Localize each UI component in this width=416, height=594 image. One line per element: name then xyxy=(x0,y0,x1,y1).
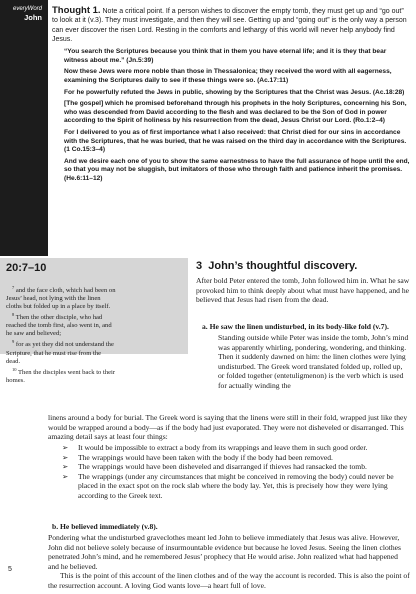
scripture-quote: For I delivered to you as of first importance what I also received: that Christ died for our sins in accordance with the Scriptures, that he was buried, that he was raised on the third day in accordance with the Scriptures. (1 Co.15:3–4) xyxy=(64,128,407,154)
arrow-icon: ➢ xyxy=(62,443,69,452)
scripture-verses xyxy=(6,284,116,385)
evidence-list xyxy=(62,443,410,501)
margin-bar xyxy=(0,0,48,256)
thought-text: Note a critical point. If a person wishes to discover the empty tomb, they must get up and “go out” to look at it (v.3). They must investigate, and then they will see. Getting up and “going out” is the only way a person can ever discover the risen Lord. Resting in the comforts and lethargy of this world will never help anybody find Jesus. xyxy=(52,8,407,43)
verse xyxy=(6,284,116,311)
verse-text: Then the other disciple, who had reached the tomb first, also went in, and he saw and believed; xyxy=(6,314,112,338)
scripture-quote: And we desire each one of you to show the same earnestness to have the full assurance of hope until the end, so that you may not be sluggish, but imitators of those who through faith and patience inherit the promises. (He.6:11–12) xyxy=(64,157,410,182)
arrow-icon: ➢ xyxy=(62,452,69,462)
point-a-text-continued: linens around a body for burial. The Greek word is saying that the linens were still in their fold, wrapped just like they would be wrapped around a body—as if the body had just evaporated. They were not disheveled or disarranged. This amazing detail says at least four things: xyxy=(48,413,408,442)
scripture-quote: For he powerfully refuted the Jews in public, showing by the Scriptures that the Christ was Jesus. (Ac.18:28) xyxy=(64,88,405,96)
list-item: ➢ The wrappings would have been taken with the body if the body had been removed. xyxy=(62,452,333,462)
arrow-icon: ➢ xyxy=(62,471,69,481)
point-a-text: Standing outside while Peter was inside the tomb, John’s mind was apparently whirling, pondering, wondering, and thinking. Then it suddenly dawned on him: the linen clothes were lying undisturbed. The Greek word translated folded up, rolled up, or folded together (entetuligmenon) is the verb which is used for actually winding the xyxy=(218,333,409,390)
thought-intro xyxy=(52,6,410,44)
verse-text: for as yet they did not understand the Scripture, that he must rise from the dead. xyxy=(6,341,114,365)
page-number: 5 xyxy=(8,566,12,573)
point-b-heading: b. He believed immediately (v.8). xyxy=(52,522,158,531)
series-name: everyWord xyxy=(12,6,42,12)
scripture-quote: “You search the Scriptures because you think that in them you have eternal life; and it is they that bear witness about me.” (Jn.5:39) xyxy=(64,48,387,64)
list-item: ➢ It would be impossible to extract a body from its wrappings and leave them in such good order. xyxy=(62,443,368,452)
verse-number: 9 xyxy=(12,339,15,345)
verse-text: and the face cloth, which had been on Jesus’ head, not lying with the linen cloths but folded up in a place by itself. xyxy=(6,287,116,311)
running-head xyxy=(13,6,42,22)
verse-number: 8 xyxy=(12,312,15,318)
list-item: ➢ The wrappings would have been disheveled and disarranged if thieves had ransacked the tomb. xyxy=(62,462,367,472)
section-number: 3 xyxy=(196,260,203,272)
arrow-icon: ➢ xyxy=(62,462,69,472)
point-b-text: Pondering what the undisturbed graveclothes meant led John to believe immediately that Jesus was alive. However, John did not believe solely because of insurmountable evidence but because he loved Jesus. Seeing the linen clothes penetrated John’s mind, and he remembered Jesus’ prophecy that He would arise. John realized what had happened and he believed. This is the point of this account of the linen clothes and of the way the account is recorded. This is also the point of the resurrection account. A loving God wants love—a heart full of love. xyxy=(48,533,410,590)
section-intro: After bold Peter entered the tomb, John followed him in. What he saw provoked him to think deeply about what must have happened, and he believed that Jesus had risen from the dead. xyxy=(196,276,410,305)
scripture-reference: 20:7–10 xyxy=(6,262,47,274)
verse-text: Then the disciples went back to their homes. xyxy=(6,368,116,384)
scripture-quote: [The gospel] which he promised beforehand through his prophets in the holy Scriptures, concerning his Son, who was descended from David according to the flesh and was declared to be the Son of God in power according to the Spirit of holiness by his resurrection from the dead, Jesus Christ our Lord. (Ro.1:2–4) xyxy=(64,100,407,125)
verse-number: 10 xyxy=(12,366,17,372)
verse xyxy=(6,338,116,365)
point-a-heading: a. He saw the linen undisturbed, in its body-like fold (v.7). xyxy=(202,322,389,331)
verse-number: 7 xyxy=(12,285,15,290)
scripture-quote: Now these Jews were more noble than those in Thessalonica; they received the word with all eagerness, examining the Scriptures daily to see if these things were so. (Ac.17:11) xyxy=(64,68,392,84)
section-title: John’s thoughtful discovery. xyxy=(208,260,358,272)
verse xyxy=(6,311,116,338)
book-name: John xyxy=(24,13,42,22)
list-item: ➢ The wrappings (under any circumstances that might be conceived in removing the body) could never be placed in the exact spot on the rock slab where the body lay. Yet, this is precisely how they were lying according to the Greek text. xyxy=(62,471,394,500)
thought-heading: Thought 1. xyxy=(52,5,101,16)
thought-box xyxy=(52,6,410,256)
section-heading xyxy=(196,260,357,272)
verse xyxy=(6,366,116,385)
